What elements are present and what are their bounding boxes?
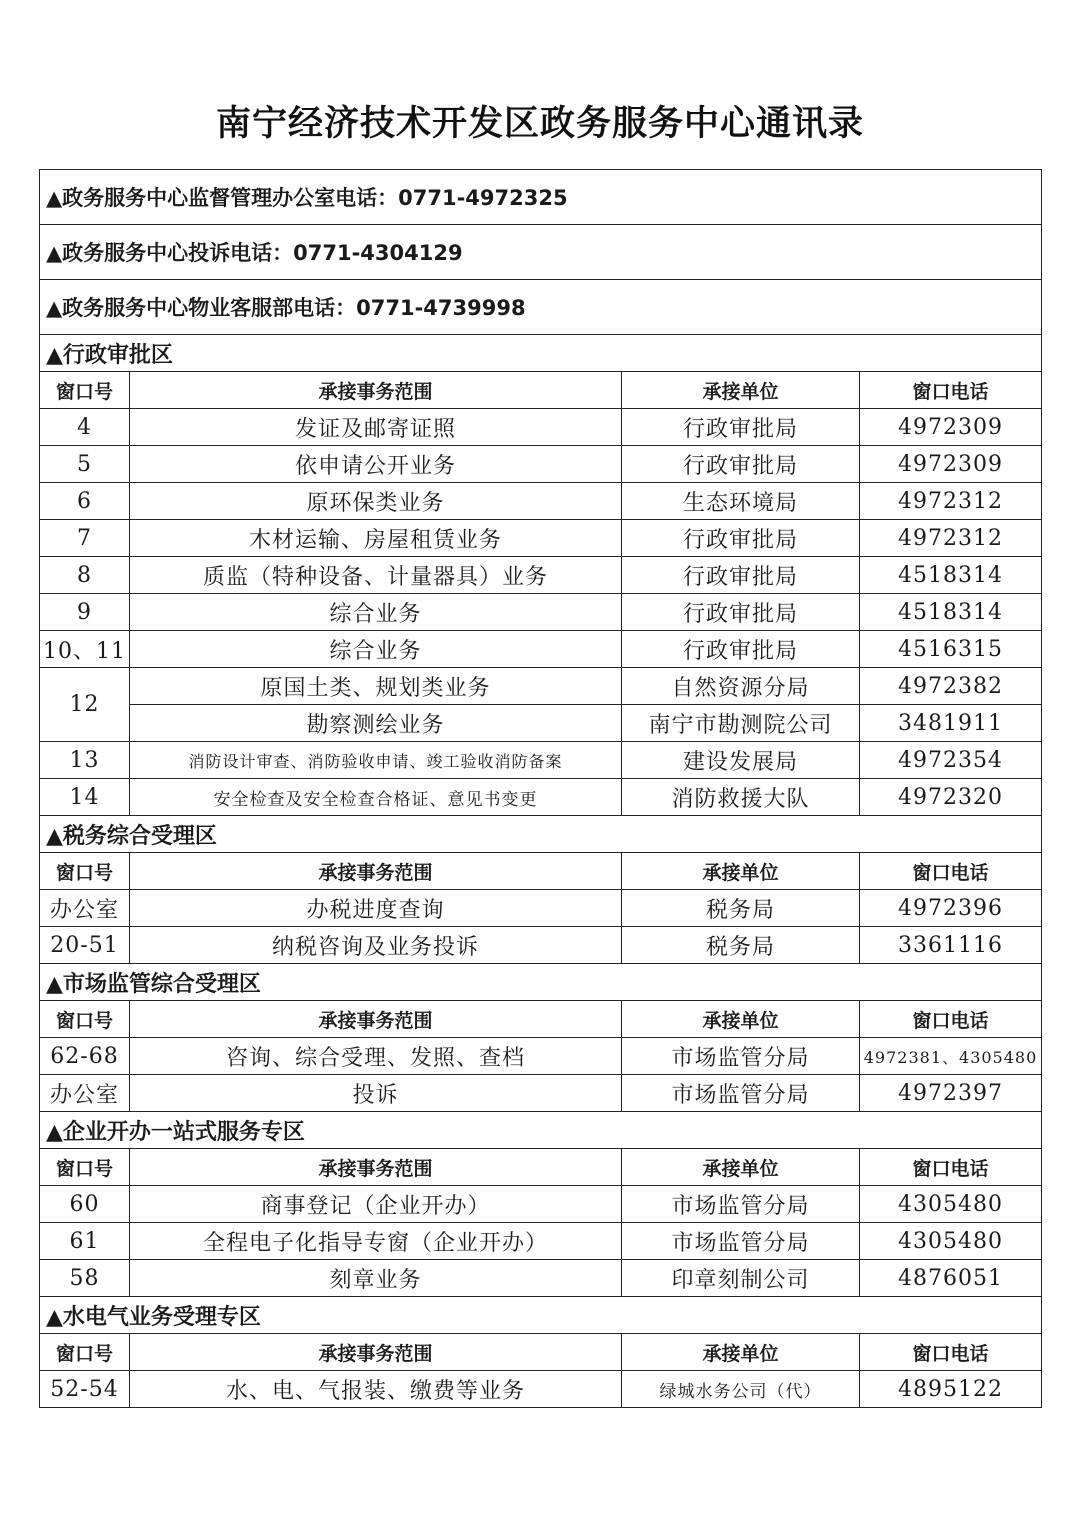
header-unit: 承接单位 [622, 1001, 860, 1038]
window-cell: 10、11 [40, 631, 130, 668]
header-unit: 承接单位 [622, 372, 860, 409]
window-cell: 4 [40, 409, 130, 446]
scope-cell: 咨询、综合受理、发照、查档 [130, 1038, 622, 1075]
unit-cell: 税务局 [622, 927, 860, 964]
unit-cell: 市场监管分局 [622, 1186, 860, 1223]
header-window: 窗口号 [40, 372, 130, 409]
unit-cell: 行政审批局 [622, 446, 860, 483]
phone-cell: 4895122 [860, 1371, 1042, 1408]
phone-cell: 3361116 [860, 927, 1042, 964]
header-scope: 承接事务范围 [130, 853, 622, 890]
window-cell: 52-54 [40, 1371, 130, 1408]
scope-cell: 发证及邮寄证照 [130, 409, 622, 446]
unit-cell: 消防救援大队 [622, 779, 860, 816]
unit-cell: 市场监管分局 [622, 1038, 860, 1075]
table-row [40, 1371, 1042, 1408]
window-cell: 9 [40, 594, 130, 631]
table-header-row [40, 372, 1042, 409]
window-cell: 6 [40, 483, 130, 520]
header-window: 窗口号 [40, 1334, 130, 1371]
property-service-phone: ▲政务服务中心物业客服部电话：0771-4739998 [40, 280, 1042, 335]
phone-cell: 4876051 [860, 1260, 1042, 1297]
table-row [40, 890, 1042, 927]
unit-cell: 自然资源分局 [622, 668, 860, 705]
window-cell: 7 [40, 520, 130, 557]
header-scope: 承接事务范围 [130, 1001, 622, 1038]
window-cell: 办公室 [40, 890, 130, 927]
phone-cell: 4972320 [860, 779, 1042, 816]
header-unit: 承接单位 [622, 1334, 860, 1371]
phone-cell: 4972312 [860, 483, 1042, 520]
window-cell: 61 [40, 1223, 130, 1260]
table-row [40, 927, 1042, 964]
header-scope: 承接事务范围 [130, 1334, 622, 1371]
scope-cell: 综合业务 [130, 594, 622, 631]
scope-cell: 木材运输、房屋租赁业务 [130, 520, 622, 557]
scope-cell: 水、电、气报装、缴费等业务 [130, 1371, 622, 1408]
scope-cell: 综合业务 [130, 631, 622, 668]
phone-cell: 4518314 [860, 557, 1042, 594]
table-header-row [40, 1001, 1042, 1038]
phone-cell: 4972309 [860, 446, 1042, 483]
table-row [40, 1038, 1042, 1075]
window-cell: 12 [40, 668, 130, 742]
unit-cell: 建设发展局 [622, 742, 860, 779]
table-row [40, 409, 1042, 446]
header-phone: 窗口电话 [860, 1149, 1042, 1186]
supervision-office-phone: ▲政务服务中心监督管理办公室电话：0771-4972325 [40, 170, 1042, 225]
header-unit: 承接单位 [622, 853, 860, 890]
phone-cell: 4518314 [860, 594, 1042, 631]
header-scope: 承接事务范围 [130, 1149, 622, 1186]
table-row [40, 520, 1042, 557]
window-cell: 20-51 [40, 927, 130, 964]
table-row [40, 1186, 1042, 1223]
window-cell: 62-68 [40, 1038, 130, 1075]
scope-cell: 刻章业务 [130, 1260, 622, 1297]
header-window: 窗口号 [40, 853, 130, 890]
unit-cell: 印章刻制公司 [622, 1260, 860, 1297]
phone-cell: 4972396 [860, 890, 1042, 927]
header-phone: 窗口电话 [860, 372, 1042, 409]
window-cell: 14 [40, 779, 130, 816]
phone-cell: 4972382 [860, 668, 1042, 705]
header-phone: 窗口电话 [860, 1334, 1042, 1371]
window-cell: 13 [40, 742, 130, 779]
phone-cell: 4972312 [860, 520, 1042, 557]
section-title: ▲税务综合受理区 [40, 816, 1042, 853]
section-title: ▲水电气业务受理专区 [40, 1297, 1042, 1334]
page-title: 南宁经济技术开发区政务服务中心通讯录 [215, 104, 864, 144]
table-row [40, 483, 1042, 520]
table-row [40, 1223, 1042, 1260]
table-row [40, 668, 1042, 705]
header-scope: 承接事务范围 [130, 372, 622, 409]
scope-cell: 办税进度查询 [130, 890, 622, 927]
unit-cell: 行政审批局 [622, 520, 860, 557]
section-title: ▲企业开办一站式服务专区 [40, 1112, 1042, 1149]
unit-cell: 行政审批局 [622, 594, 860, 631]
table-row [40, 631, 1042, 668]
scope-cell: 纳税咨询及业务投诉 [130, 927, 622, 964]
unit-cell: 行政审批局 [622, 557, 860, 594]
window-cell: 5 [40, 446, 130, 483]
table-row [40, 1075, 1042, 1112]
scope-cell: 原国土类、规划类业务 [130, 668, 622, 705]
phone-cell: 4972354 [860, 742, 1042, 779]
table-header-row [40, 1334, 1042, 1371]
table-row [40, 742, 1042, 779]
scope-cell: 全程电子化指导专窗（企业开办） [130, 1223, 622, 1260]
header-unit: 承接单位 [622, 1149, 860, 1186]
header-window: 窗口号 [40, 1149, 130, 1186]
scope-cell: 商事登记（企业开办） [130, 1186, 622, 1223]
unit-cell: 行政审批局 [622, 631, 860, 668]
scope-cell: 依申请公开业务 [130, 446, 622, 483]
phone-cell: 4516315 [860, 631, 1042, 668]
table-header-row [40, 1149, 1042, 1186]
unit-cell: 市场监管分局 [622, 1223, 860, 1260]
table-row [40, 779, 1042, 816]
phone-cell: 4305480 [860, 1186, 1042, 1223]
phone-cell: 3481911 [860, 705, 1042, 742]
scope-cell: 勘察测绘业务 [130, 705, 622, 742]
scope-cell: 投诉 [130, 1075, 622, 1112]
section-title: ▲行政审批区 [40, 335, 1042, 372]
phone-cell: 4972309 [860, 409, 1042, 446]
table-header-row [40, 853, 1042, 890]
unit-cell: 市场监管分局 [622, 1075, 860, 1112]
table-row [40, 557, 1042, 594]
unit-cell: 南宁市勘测院公司 [622, 705, 860, 742]
window-cell: 办公室 [40, 1075, 130, 1112]
window-cell: 8 [40, 557, 130, 594]
complaint-phone: ▲政务服务中心投诉电话：0771-4304129 [40, 225, 1042, 280]
unit-cell: 税务局 [622, 890, 860, 927]
scope-cell: 原环保类业务 [130, 483, 622, 520]
scope-cell: 消防设计审查、消防验收申请、竣工验收消防备案 [130, 742, 622, 779]
unit-cell: 行政审批局 [622, 409, 860, 446]
phone-cell: 4972381、4305480 [860, 1038, 1042, 1075]
unit-cell: 生态环境局 [622, 483, 860, 520]
table-row [40, 594, 1042, 631]
window-cell: 60 [40, 1186, 130, 1223]
section-title: ▲市场监管综合受理区 [40, 964, 1042, 1001]
scope-cell: 安全检查及安全检查合格证、意见书变更 [130, 779, 622, 816]
table-row [40, 446, 1042, 483]
scope-cell: 质监（特种设备、计量器具）业务 [130, 557, 622, 594]
table-row [40, 705, 1042, 742]
phone-cell: 4305480 [860, 1223, 1042, 1260]
header-window: 窗口号 [40, 1001, 130, 1038]
window-cell: 58 [40, 1260, 130, 1297]
directory-table [39, 169, 1042, 1408]
phone-cell: 4972397 [860, 1075, 1042, 1112]
table-row [40, 1260, 1042, 1297]
unit-cell: 绿城水务公司（代） [622, 1371, 860, 1408]
header-phone: 窗口电话 [860, 1001, 1042, 1038]
header-phone: 窗口电话 [860, 853, 1042, 890]
